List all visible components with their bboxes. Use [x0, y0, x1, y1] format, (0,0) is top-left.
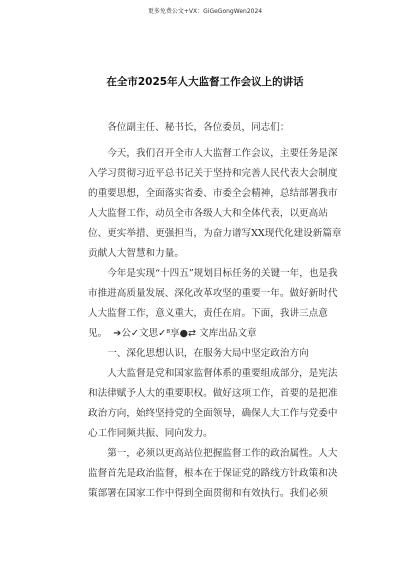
paragraph-2 [88, 264, 346, 344]
watermark-line: ➔公✓文思✓⁸享●⇄ 文库出品文章 [113, 328, 257, 339]
salutation: 各位副主任、秘书长，各位委员，同志们： [107, 122, 290, 133]
paragraph-2-text: 今年是实现“十四五”规划目标任务的关键一年，也是我市推进高质量发展、深化改革攻坚的重要一年。做好新时代人大监督工作，意义重大，责任在肩。下面，我讲三点意见。 [88, 268, 338, 339]
section-heading-1: 一、深化思想认识，在服务大局中坚定政治方向 [107, 348, 309, 359]
document-title: 在全市2025年人大监督工作会议上的讲话 [106, 76, 304, 88]
paragraph-4: 第一，必须以更高站位把握监督工作的政治属性。人大监督首先是政治监督，根本在于保证党的路线方针政策和决策部署在国家工作中得到全面贯彻和有效执行。我们必须 [88, 448, 338, 499]
paragraph-3: 人大监督是党和国家监督体系的重要组成部分，是宪法和法律赋予人大的重要职权。做好这项工作，首要的是把准政治方向，始终坚持党的全面领导，确保人大工作与党委中心工作同频共振、同向发力。 [88, 368, 338, 439]
paragraph-1: 今天，我们召开全市人大监督工作会议，主要任务是深入学习贯彻习近平总书记关于坚持和完善人民代表大会制度的重要思想，全面落实省委、市委全会精神，总结部署我市人大监督工作，动员全市各级人大和全体代表，以更高站位、更实举措、更强担当，为奋力谱写XX现代化建设新篇章贡献人大智慧和力量。 [88, 148, 342, 259]
document-body [88, 118, 346, 504]
header-note: 更多免费公文+VX：GiGeGongWen2024 [147, 8, 263, 15]
